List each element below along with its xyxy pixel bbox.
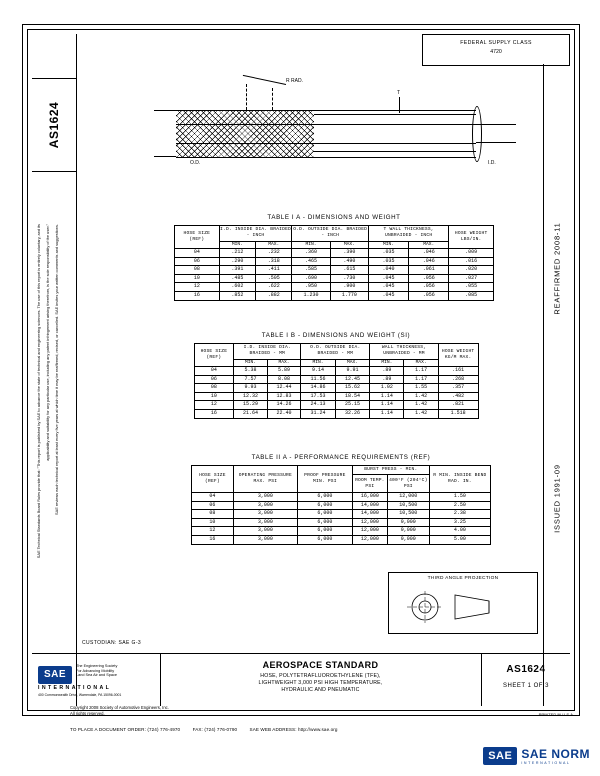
cell-value: .055: [449, 283, 494, 292]
cell-value: 8.08: [267, 375, 301, 384]
side-note-line-3: SAE reviews each technical report at least every five years at which time it may be reaffirmed, revised, or cancelled. SAE invites your written comments and suggestions.: [54, 224, 59, 515]
cell-value: 18.54: [335, 392, 369, 401]
cell-value: 14,000: [352, 510, 387, 519]
cell-value: .482: [438, 392, 478, 401]
table-row: [194, 367, 478, 376]
brand-mark: SAE: [483, 747, 517, 765]
col-header-hose-size: HOSE SIZE (REF): [192, 466, 234, 493]
cell-value: 1.17: [404, 367, 438, 376]
cell-value: .505: [256, 274, 292, 283]
cell-value: .490: [330, 257, 368, 266]
thickness-label: T: [397, 90, 401, 96]
cell-value: .900: [330, 283, 368, 292]
brand-sub: INTERNATIONAL: [521, 761, 571, 765]
cell-value: 9.93: [234, 384, 268, 393]
table-1a-title: TABLE I A - DIMENSIONS AND WEIGHT: [267, 214, 401, 221]
cell-value: 14,000: [352, 501, 387, 510]
cell-value: .045: [368, 274, 408, 283]
cell-value: 9,000: [387, 527, 429, 536]
cell-value: .035: [368, 249, 408, 258]
table-row: [175, 257, 494, 266]
cell-value: 21.64: [234, 409, 268, 418]
table-row: [175, 266, 494, 275]
id-label: I.D.: [488, 160, 496, 166]
cell-hose-size: 16: [194, 409, 234, 418]
col-header-hot-temp: 400°F (204°C) PSI: [387, 475, 429, 493]
table-row: [192, 527, 491, 536]
web-label: SAE WEB ADDRESS:: [249, 727, 297, 732]
radius-dash-line-right: [272, 88, 273, 110]
cell-value: 15.62: [335, 384, 369, 393]
cell-value: .360: [292, 249, 330, 258]
cell-value: 3,000: [233, 527, 297, 536]
cell-hose-size: 10: [175, 274, 220, 283]
sae-tagline-line1: The Engineering Society: [76, 664, 118, 668]
title-block-sae: [32, 654, 161, 706]
copyright-line-1: Copyright 2008 Society of Automotive Engineers, Inc.: [70, 705, 169, 710]
sae-tagline-line3: Land Sea Air and Space: [76, 673, 117, 678]
table-row: [194, 401, 478, 410]
cell-value: 12,000: [352, 518, 387, 527]
cell-value: 12.32: [234, 392, 268, 401]
col-header-hose-size: HOSE SIZE (REF): [194, 344, 234, 367]
cell-value: .212: [219, 249, 255, 258]
brand-text: SAE NORM: [521, 747, 590, 761]
order-phone: (724) 776-4970: [147, 727, 181, 732]
aerospace-standard-label: AEROSPACE STANDARD: [262, 660, 379, 670]
table-row: [194, 409, 478, 418]
cell-value: 1.14: [370, 392, 404, 401]
cell-value: 24.13: [301, 401, 335, 410]
cell-value: 16,000: [352, 493, 387, 502]
cell-value: 4.00: [429, 527, 490, 536]
cell-hose-size: 12: [192, 527, 234, 536]
cell-value: .465: [292, 257, 330, 266]
cell-value: 11.56: [301, 375, 335, 384]
col-header-group-3: T WALL THICKNESS, UNBRAIDED - INCH: [368, 226, 448, 242]
cell-value: 5.00: [429, 535, 490, 544]
cell-value: 6,000: [297, 493, 352, 502]
cell-value: 6,000: [297, 518, 352, 527]
table-row: [194, 375, 478, 384]
table-1b-title: TABLE I B - DIMENSIONS AND WEIGHT (SI): [261, 332, 411, 339]
cell-value: 3,000: [233, 501, 297, 510]
cell-value: 2.38: [429, 510, 490, 519]
cell-value: 6,000: [297, 535, 352, 544]
od-label: O.D.: [190, 160, 201, 166]
cell-value: 3,000: [233, 535, 297, 544]
cell-hose-size: 08: [194, 384, 234, 393]
col-header-operating-pressure: OPERATING PRESSURE MAX. PSI: [233, 466, 297, 493]
cell-value: .056: [409, 274, 449, 283]
cell-value: 12.45: [335, 375, 369, 384]
cell-value: 5.38: [234, 367, 268, 376]
cell-value: .615: [330, 266, 368, 275]
sub-header-5: MAX.: [409, 241, 449, 248]
fax-number: (724) 776-0790: [204, 727, 238, 732]
table-2a-block: [176, 454, 506, 545]
col-header-hose-size: HOSE SIZE (REF): [175, 226, 220, 249]
cell-value: .020: [449, 266, 494, 275]
cell-value: 3,000: [233, 493, 297, 502]
sae-tagline: [76, 664, 117, 678]
cell-value: 10,500: [387, 510, 429, 519]
drawing-sheet-border: [22, 24, 580, 716]
cell-value: 17.53: [301, 392, 335, 401]
cell-value: .357: [438, 384, 478, 393]
cell-value: .040: [368, 266, 408, 275]
cell-value: .056: [409, 291, 449, 300]
sub-header-1: MAX.: [256, 241, 292, 248]
sae-logo: SAE: [38, 666, 72, 684]
cell-value: 14.26: [267, 401, 301, 410]
cell-value: .161: [438, 367, 478, 376]
table-row: [192, 518, 491, 527]
table-row: [192, 501, 491, 510]
col-header-group-2: O.D. OUTSIDE DIA. BRAIDED - MM: [301, 344, 370, 360]
doc-title-line2: LIGHTWEIGHT 3,000 PSI HIGH TEMPERATURE,: [258, 680, 383, 686]
sheet-number: SHEET 1 OF 3: [503, 683, 549, 689]
od-extension-line-bottom: [154, 156, 176, 157]
table-row: [194, 392, 478, 401]
cell-value: 9.91: [335, 367, 369, 376]
id-extension-line-bottom: [476, 142, 516, 143]
custodian-label: CUSTODIAN: SAE G-3: [82, 640, 142, 646]
sae-tagline-line2: For Advancing Mobility: [76, 668, 115, 673]
cell-value: 31.24: [301, 409, 335, 418]
cell-value: 12,000: [352, 527, 387, 536]
table-row: [175, 283, 494, 292]
cell-value: 1.02: [370, 384, 404, 393]
cell-value: 2.50: [429, 501, 490, 510]
cell-hose-size: 16: [175, 291, 220, 300]
cell-value: 3,000: [233, 510, 297, 519]
cell-value: .602: [219, 283, 255, 292]
cell-value: 6,000: [297, 501, 352, 510]
cell-value: .085: [449, 291, 494, 300]
cell-hose-size: 06: [194, 375, 234, 384]
cell-hose-size: 10: [194, 392, 234, 401]
hose-end-cap: [472, 106, 482, 162]
fsc-value: 4720: [490, 49, 502, 55]
doc-title-line1: HOSE, POLYTETRAFLUOROETHYLENE (TFE),: [260, 673, 381, 679]
sub-header-4: MIN.: [368, 241, 408, 248]
cell-value: .821: [438, 401, 478, 410]
sub-header-5: MAX.: [404, 359, 438, 366]
right-margin-column: [543, 64, 570, 706]
cell-value: .89: [370, 375, 404, 384]
title-block: [32, 653, 570, 706]
left-margin-column: [32, 34, 77, 706]
cell-value: 1.42: [404, 392, 438, 401]
cell-value: .232: [256, 249, 292, 258]
cell-value: .89: [370, 367, 404, 376]
cell-hose-size: 06: [192, 501, 234, 510]
table-row: [194, 384, 478, 393]
cell-value: .290: [219, 257, 255, 266]
id-extension-line-top: [476, 124, 516, 125]
cell-value: .035: [368, 257, 408, 266]
drawing-sheet-inner-border: [27, 29, 575, 711]
table-subheader-row: [194, 359, 478, 366]
cell-value: 1.230: [292, 291, 330, 300]
cell-value: 1.42: [404, 409, 438, 418]
standard-number-box: [32, 78, 76, 172]
cell-value: .391: [219, 266, 255, 275]
radius-dash-line-left: [246, 84, 247, 110]
cell-value: 12.44: [267, 384, 301, 393]
sub-header-2: MIN.: [301, 359, 335, 366]
cell-value: .027: [449, 274, 494, 283]
order-label: TO PLACE A DOCUMENT ORDER:: [70, 727, 146, 732]
sub-header-4: MIN.: [370, 359, 404, 366]
sub-header-3: MAX.: [330, 241, 368, 248]
cell-hose-size: 04: [194, 367, 234, 376]
col-header-group-1: I.D. INSIDE DIA. BRAIDED - INCH: [219, 226, 292, 242]
cell-hose-size: 10: [192, 518, 234, 527]
cell-value: 32.26: [335, 409, 369, 418]
table-row: [175, 274, 494, 283]
cell-value: 9,000: [387, 535, 429, 544]
table-row: [192, 510, 491, 519]
table-row: [175, 249, 494, 258]
title-block-title: [160, 654, 482, 706]
cell-hose-size: 12: [175, 283, 220, 292]
col-header-room-temp: ROOM TEMP. PSI: [352, 475, 387, 493]
cell-value: 6,000: [297, 510, 352, 519]
sheet-content: [76, 64, 544, 706]
document-number: AS1624: [506, 664, 546, 675]
cell-value: .061: [409, 266, 449, 275]
cell-value: .045: [368, 283, 408, 292]
cell-value: .016: [449, 257, 494, 266]
cell-value: 15.29: [234, 401, 268, 410]
cell-hose-size: 08: [175, 266, 220, 275]
cell-value: .056: [409, 283, 449, 292]
table-row: [175, 291, 494, 300]
doc-title-line3: HYDRAULIC AND PNEUMATIC: [281, 687, 360, 693]
table-header-row: [175, 226, 494, 242]
cell-value: .009: [449, 249, 494, 258]
cell-value: 3,000: [233, 518, 297, 527]
order-line: [70, 727, 338, 732]
cell-value: .950: [292, 283, 330, 292]
printed-in-label: PRINTED IN U.S.A.: [538, 712, 574, 717]
fsc-title: FEDERAL SUPPLY CLASS: [460, 40, 532, 46]
cell-value: .690: [292, 274, 330, 283]
cell-value: .622: [256, 283, 292, 292]
cell-value: 3.25: [429, 518, 490, 527]
cell-value: 1.518: [438, 409, 478, 418]
cell-value: 12,000: [387, 493, 429, 502]
cell-hose-size: 04: [192, 493, 234, 502]
sae-norm-brand: [483, 742, 590, 770]
table-2a-title: TABLE II A - PERFORMANCE REQUIREMENTS (REF): [251, 454, 431, 461]
table-header-row: [194, 344, 478, 360]
side-note-line-2: applicability and suitability for any particular use, including any patent infringement arising therefrom, is the sole responsibility of the user.": [45, 224, 50, 461]
hose-cross-section-drawing: [154, 70, 524, 210]
cell-hose-size: 12: [194, 401, 234, 410]
third-angle-label: THIRD ANGLE PROJECTION: [427, 576, 499, 581]
cell-value: .046: [409, 257, 449, 266]
cell-hose-size: 06: [175, 257, 220, 266]
od-extension-line-top: [154, 110, 176, 111]
third-angle-symbol-icon: [403, 589, 513, 625]
col-header-group-2: O.D. OUTSIDE DIA. BRAIDED - INCH: [292, 226, 369, 242]
cell-value: 10,500: [387, 501, 429, 510]
sae-address: 400 Commonwealth Drive, Warrendale, PA 15096-0001: [38, 693, 122, 697]
col-header-weight: HOSE WEIGHT LBS/IN.: [449, 226, 494, 249]
side-note-line-1: SAE Technical Standards Board Rules provide that: "This report is published by SAE to advance the state of technical and engineering sciences. The use of this report is entirely voluntary, and its: [36, 224, 41, 559]
cell-value: 1.42: [404, 401, 438, 410]
burst-press-header: BURST PRESS - MIN.: [352, 466, 429, 475]
third-angle-projection-box: [388, 572, 538, 634]
cell-value: 1.17: [404, 375, 438, 384]
cell-value: .045: [368, 291, 408, 300]
cell-value: 1.14: [370, 409, 404, 418]
cell-value: 22.40: [267, 409, 301, 418]
table-2a: [191, 465, 491, 545]
side-note-block: [34, 224, 76, 644]
cell-value: 1.14: [370, 401, 404, 410]
sub-header-0: MIN.: [219, 241, 255, 248]
sub-header-0: MIN.: [234, 359, 268, 366]
cell-value: .485: [219, 274, 255, 283]
sub-header-3: MAX.: [335, 359, 369, 366]
thickness-leader-line: [399, 97, 400, 113]
cell-value: 9,000: [387, 518, 429, 527]
radius-label: R RAD.: [286, 78, 303, 84]
table-1b-block: [186, 332, 486, 419]
standard-number-label: AS1624: [47, 101, 61, 149]
copyright-block: [70, 705, 169, 716]
reaffirmed-label: REAFFIRMED 2008-11: [552, 222, 562, 315]
cell-value: .390: [330, 249, 368, 258]
cell-value: 1.55: [404, 384, 438, 393]
cell-hose-size: 16: [192, 535, 234, 544]
cell-value: 25.15: [335, 401, 369, 410]
radius-leader-line: [243, 75, 286, 85]
cell-value: 6,000: [297, 527, 352, 536]
federal-supply-class-box: [422, 34, 570, 66]
web-url[interactable]: http://www.sae.org: [297, 727, 338, 732]
cell-value: 12,000: [352, 535, 387, 544]
sub-header-2: MIN.: [292, 241, 330, 248]
cell-value: 5.89: [267, 367, 301, 376]
sae-international-label: INTERNATIONAL: [38, 685, 112, 691]
table-subheader-row: [175, 241, 494, 248]
table-burst-header-row: [192, 466, 491, 475]
col-header-group-3: WALL THICKNESS, UNBRAIDED - MM: [370, 344, 438, 360]
table-1b: [194, 343, 479, 419]
cell-value: .046: [409, 249, 449, 258]
cell-hose-size: 04: [175, 249, 220, 258]
cell-value: 14.86: [301, 384, 335, 393]
cell-value: 1.50: [429, 493, 490, 502]
cell-value: 7.57: [234, 375, 268, 384]
cell-value: .318: [256, 257, 292, 266]
table-row: [192, 493, 491, 502]
cell-value: 1.770: [330, 291, 368, 300]
cell-value: .730: [330, 274, 368, 283]
table-1a-block: [164, 214, 504, 301]
hose-core-tube: [176, 124, 476, 144]
col-header-bend-radius: R MIN. INSIDE BEND RAD. IN.: [429, 466, 490, 493]
cell-value: 12.83: [267, 392, 301, 401]
sub-header-1: MAX.: [267, 359, 301, 366]
table-1a: [174, 225, 494, 301]
issued-label: ISSUED 1991-09: [552, 464, 562, 533]
cell-value: .585: [292, 266, 330, 275]
cell-value: 9.14: [301, 367, 335, 376]
cell-value: .411: [256, 266, 292, 275]
copyright-line-2: All rights reserved.: [70, 710, 105, 716]
cell-value: .882: [256, 291, 292, 300]
col-header-group-1: I.D. INSIDE DIA. BRAIDED - MM: [234, 344, 301, 360]
cell-value: .852: [219, 291, 255, 300]
col-header-proof-pressure: PROOF PRESSURE MIN. PSI: [297, 466, 352, 493]
cell-hose-size: 08: [192, 510, 234, 519]
title-block-number: [482, 654, 570, 706]
table-row: [192, 535, 491, 544]
fax-label: FAX:: [192, 727, 203, 732]
col-header-weight: HOSE WEIGHT KG/M MAX.: [438, 344, 478, 367]
cell-value: .268: [438, 375, 478, 384]
